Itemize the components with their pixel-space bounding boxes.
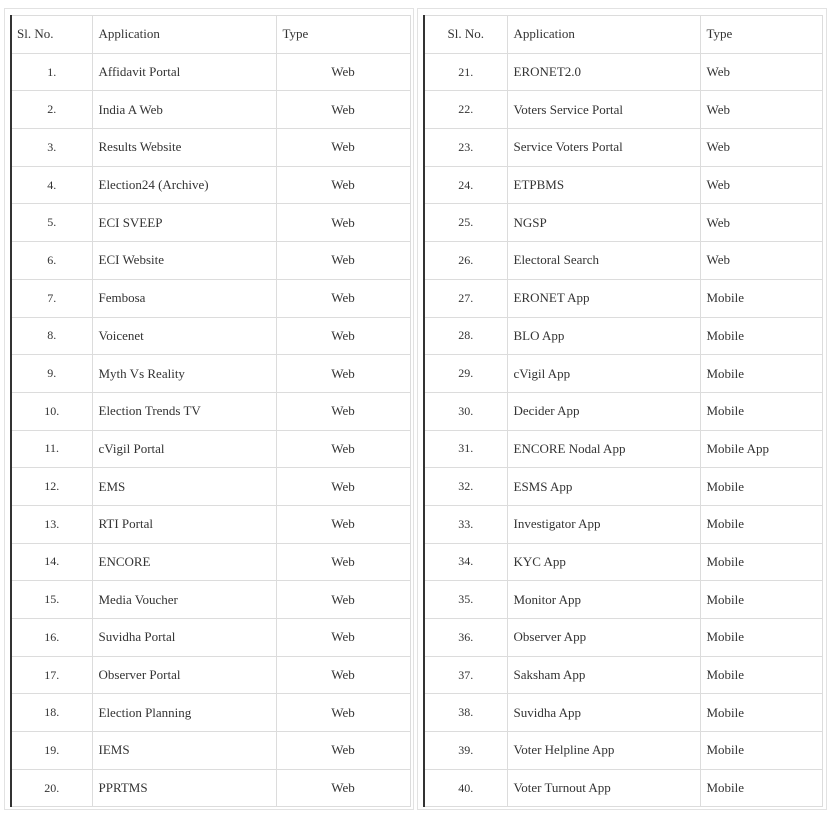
table-row [424,317,822,355]
table-row [11,694,410,732]
row-application: NGSP [507,204,700,242]
row-sl-no: 13. [11,505,92,543]
row-sl-no: 1. [11,53,92,91]
row-type: Web [276,656,410,694]
row-application: Results Website [92,129,276,167]
row-sl-no: 34. [424,543,507,581]
row-type: Web [276,355,410,393]
table-header-row [11,16,410,54]
row-application: India A Web [92,91,276,129]
row-application: ENCORE [92,543,276,581]
row-sl-no: 33. [424,505,507,543]
row-application: ERONET2.0 [507,53,700,91]
table-row [424,468,822,506]
row-application: Monitor App [507,581,700,619]
row-type: Web [276,53,410,91]
row-application: Decider App [507,392,700,430]
row-application: Observer Portal [92,656,276,694]
row-application: Voter Turnout App [507,769,700,807]
row-sl-no: 30. [424,392,507,430]
table-row [11,166,410,204]
row-type: Web [276,619,410,657]
row-sl-no: 15. [11,581,92,619]
table-row [424,543,822,581]
row-sl-no: 27. [424,279,507,317]
row-type: Web [276,129,410,167]
row-application: Suvidha App [507,694,700,732]
table-row [424,656,822,694]
row-type: Mobile [700,355,822,393]
table-header-row [424,16,822,54]
table-row [11,732,410,770]
row-type: Mobile [700,619,822,657]
row-type: Web [276,279,410,317]
row-application: Voicenet [92,317,276,355]
row-application: Affidavit Portal [92,53,276,91]
row-application: cVigil Portal [92,430,276,468]
table-row [424,732,822,770]
table-row [424,53,822,91]
row-application: Electoral Search [507,242,700,280]
row-type: Web [700,53,822,91]
row-sl-no: 39. [424,732,507,770]
row-application: IEMS [92,732,276,770]
row-sl-no: 14. [11,543,92,581]
row-type: Web [276,468,410,506]
header-sl-no: Sl. No. [11,16,92,54]
row-sl-no: 3. [11,129,92,167]
header-sl-no: Sl. No. [424,16,507,54]
row-application: Service Voters Portal [507,129,700,167]
table-row [424,619,822,657]
row-sl-no: 2. [11,91,92,129]
row-type: Web [700,91,822,129]
table-row [11,91,410,129]
row-sl-no: 25. [424,204,507,242]
row-type: Web [276,732,410,770]
row-sl-no: 22. [424,91,507,129]
table-row [424,769,822,807]
row-sl-no: 12. [11,468,92,506]
row-type: Web [276,317,410,355]
row-type: Web [700,204,822,242]
table-row [11,317,410,355]
table-row [11,204,410,242]
row-sl-no: 26. [424,242,507,280]
row-sl-no: 18. [11,694,92,732]
row-application: BLO App [507,317,700,355]
table-row [424,392,822,430]
header-type: Type [700,16,822,54]
row-sl-no: 5. [11,204,92,242]
row-application: ENCORE Nodal App [507,430,700,468]
row-type: Web [276,166,410,204]
row-type: Web [276,204,410,242]
table-row [11,392,410,430]
row-type: Mobile [700,694,822,732]
row-sl-no: 11. [11,430,92,468]
row-type: Web [700,242,822,280]
row-sl-no: 6. [11,242,92,280]
row-sl-no: 38. [424,694,507,732]
row-application: ECI SVEEP [92,204,276,242]
table-row [424,166,822,204]
row-type: Mobile [700,317,822,355]
table-row [424,279,822,317]
row-sl-no: 21. [424,53,507,91]
row-type: Mobile [700,505,822,543]
table-row [11,581,410,619]
row-sl-no: 19. [11,732,92,770]
row-application: Saksham App [507,656,700,694]
row-type: Web [276,242,410,280]
table-row [11,242,410,280]
row-application: Media Voucher [92,581,276,619]
row-sl-no: 7. [11,279,92,317]
table-row [11,129,410,167]
row-sl-no: 40. [424,769,507,807]
row-application: KYC App [507,543,700,581]
table-row [11,656,410,694]
row-type: Web [276,581,410,619]
table-row [424,91,822,129]
row-sl-no: 23. [424,129,507,167]
table-row [11,279,410,317]
header-application: Application [92,16,276,54]
row-type: Mobile [700,392,822,430]
table-row [424,505,822,543]
row-sl-no: 17. [11,656,92,694]
row-sl-no: 32. [424,468,507,506]
row-application: cVigil App [507,355,700,393]
table-row [424,204,822,242]
row-sl-no: 37. [424,656,507,694]
row-sl-no: 29. [424,355,507,393]
table-row [11,468,410,506]
table-row [424,430,822,468]
row-sl-no: 16. [11,619,92,657]
row-sl-no: 35. [424,581,507,619]
row-application: Election24 (Archive) [92,166,276,204]
row-type: Mobile App [700,430,822,468]
row-application: Fembosa [92,279,276,317]
row-application: ERONET App [507,279,700,317]
row-type: Web [276,769,410,807]
row-type: Mobile [700,769,822,807]
left-panel [4,8,414,810]
table-row [424,242,822,280]
row-type: Web [276,505,410,543]
row-sl-no: 36. [424,619,507,657]
row-sl-no: 8. [11,317,92,355]
row-application: Investigator App [507,505,700,543]
row-application: ETPBMS [507,166,700,204]
row-sl-no: 9. [11,355,92,393]
table-row [11,619,410,657]
row-type: Web [276,543,410,581]
row-type: Mobile [700,279,822,317]
table-row [11,543,410,581]
row-type: Mobile [700,543,822,581]
row-application: RTI Portal [92,505,276,543]
row-type: Mobile [700,656,822,694]
row-sl-no: 24. [424,166,507,204]
row-application: Election Trends TV [92,392,276,430]
row-sl-no: 31. [424,430,507,468]
table-row [424,694,822,732]
row-type: Web [276,91,410,129]
applications-table-right [423,15,823,807]
row-sl-no: 28. [424,317,507,355]
row-application: Observer App [507,619,700,657]
row-sl-no: 20. [11,769,92,807]
table-row [424,355,822,393]
row-type: Mobile [700,468,822,506]
table-row [11,430,410,468]
row-type: Web [700,166,822,204]
row-application: Suvidha Portal [92,619,276,657]
row-type: Web [276,694,410,732]
table-row [11,769,410,807]
row-type: Web [276,430,410,468]
row-application: ECI Website [92,242,276,280]
row-application: Election Planning [92,694,276,732]
table-row [424,129,822,167]
row-application: Voters Service Portal [507,91,700,129]
right-panel [417,8,827,810]
header-application: Application [507,16,700,54]
table-row [11,505,410,543]
applications-table-left [10,15,411,807]
row-sl-no: 10. [11,392,92,430]
table-row [424,581,822,619]
row-type: Mobile [700,581,822,619]
row-application: Voter Helpline App [507,732,700,770]
row-type: Web [700,129,822,167]
row-application: Myth Vs Reality [92,355,276,393]
row-type: Web [276,392,410,430]
row-sl-no: 4. [11,166,92,204]
row-application: PPRTMS [92,769,276,807]
table-row [11,53,410,91]
table-row [11,355,410,393]
row-application: ESMS App [507,468,700,506]
row-type: Mobile [700,732,822,770]
row-application: EMS [92,468,276,506]
header-type: Type [276,16,410,54]
